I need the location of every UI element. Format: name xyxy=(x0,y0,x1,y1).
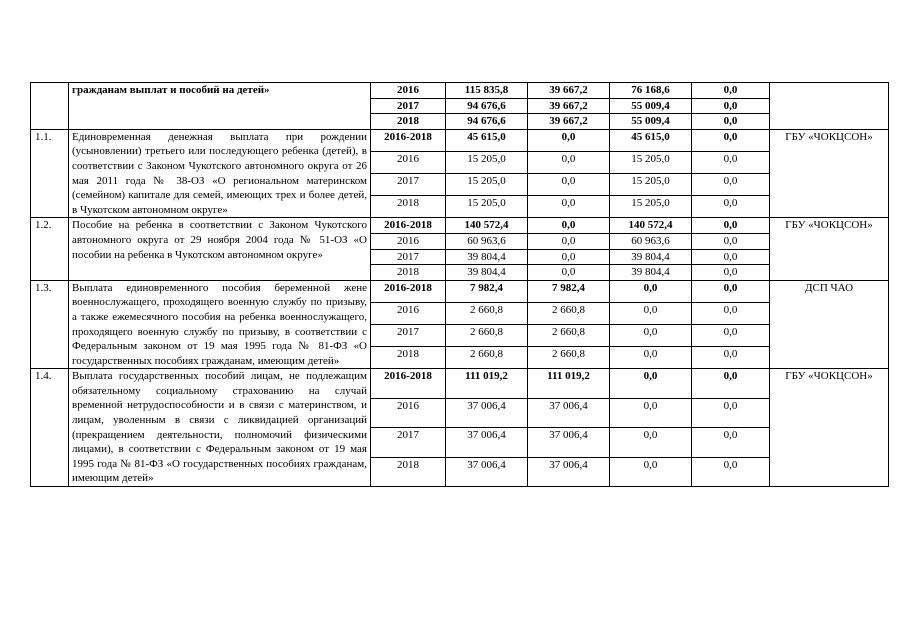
period-cell: 2017 xyxy=(371,174,446,196)
total-cell: 2 660,8 xyxy=(446,347,528,369)
other-cell: 0,0 xyxy=(692,249,770,265)
total-cell: 37 006,4 xyxy=(446,398,528,427)
federal-cell: 7 982,4 xyxy=(528,280,610,302)
district-cell: 39 804,4 xyxy=(610,265,692,281)
total-cell: 140 572,4 xyxy=(446,218,528,234)
total-cell: 94 676,6 xyxy=(446,114,528,130)
federal-cell: 39 667,2 xyxy=(528,114,610,130)
period-cell: 2016 xyxy=(371,233,446,249)
federal-cell: 0,0 xyxy=(528,218,610,234)
federal-cell: 37 006,4 xyxy=(528,457,610,486)
executor-cell: ГБУ «ЧОКЦСОН» xyxy=(770,129,889,218)
executor-cell: ДСП ЧАО xyxy=(770,280,889,369)
item-number xyxy=(31,83,69,130)
item-description: гражданам выплат и пособий на детей» xyxy=(69,83,371,130)
federal-cell: 37 006,4 xyxy=(528,398,610,427)
other-cell: 0,0 xyxy=(692,233,770,249)
federal-cell: 0,0 xyxy=(528,174,610,196)
period-cell: 2018 xyxy=(371,196,446,218)
other-cell: 0,0 xyxy=(692,196,770,218)
period-cell: 2018 xyxy=(371,114,446,130)
total-cell: 15 205,0 xyxy=(446,151,528,173)
district-cell: 0,0 xyxy=(610,280,692,302)
period-cell: 2016 xyxy=(371,398,446,427)
other-cell: 0,0 xyxy=(692,302,770,324)
period-cell: 2016 xyxy=(371,151,446,173)
period-cell: 2016 xyxy=(371,83,446,99)
district-cell: 45 615,0 xyxy=(610,129,692,151)
period-cell: 2016-2018 xyxy=(371,218,446,234)
other-cell: 0,0 xyxy=(692,218,770,234)
total-cell: 45 615,0 xyxy=(446,129,528,151)
other-cell: 0,0 xyxy=(692,347,770,369)
total-cell: 115 835,8 xyxy=(446,83,528,99)
other-cell: 0,0 xyxy=(692,428,770,457)
total-cell: 7 982,4 xyxy=(446,280,528,302)
total-cell: 37 006,4 xyxy=(446,457,528,486)
other-cell: 0,0 xyxy=(692,151,770,173)
table-row xyxy=(31,280,889,302)
item-number: 1.2. xyxy=(31,218,69,280)
total-cell: 39 804,4 xyxy=(446,265,528,281)
item-number: 1.3. xyxy=(31,280,69,369)
district-cell: 15 205,0 xyxy=(610,196,692,218)
other-cell: 0,0 xyxy=(692,83,770,99)
table-row xyxy=(31,218,889,234)
period-cell: 2017 xyxy=(371,98,446,114)
district-cell: 76 168,6 xyxy=(610,83,692,99)
executor-cell xyxy=(770,83,889,130)
federal-cell: 39 667,2 xyxy=(528,98,610,114)
federal-cell: 2 660,8 xyxy=(528,302,610,324)
period-cell: 2016-2018 xyxy=(371,129,446,151)
total-cell: 2 660,8 xyxy=(446,302,528,324)
total-cell: 39 804,4 xyxy=(446,249,528,265)
district-cell: 55 009,4 xyxy=(610,114,692,130)
district-cell: 0,0 xyxy=(610,302,692,324)
federal-cell: 0,0 xyxy=(528,196,610,218)
other-cell: 0,0 xyxy=(692,98,770,114)
other-cell: 0,0 xyxy=(692,265,770,281)
table-body xyxy=(31,83,889,487)
total-cell: 37 006,4 xyxy=(446,428,528,457)
other-cell: 0,0 xyxy=(692,398,770,427)
item-description: Пособие на ребенка в соответствии с Законом Чукотского автономного округа от 29 ноября 2004 года № 51-ОЗ «О пособии на ребенка в Чукотском автономном округе» xyxy=(69,218,371,280)
total-cell: 60 963,6 xyxy=(446,233,528,249)
federal-cell: 111 019,2 xyxy=(528,369,610,398)
district-cell: 60 963,6 xyxy=(610,233,692,249)
federal-cell: 2 660,8 xyxy=(528,325,610,347)
federal-cell: 0,0 xyxy=(528,265,610,281)
period-cell: 2018 xyxy=(371,457,446,486)
total-cell: 2 660,8 xyxy=(446,325,528,347)
period-cell: 2018 xyxy=(371,265,446,281)
district-cell: 0,0 xyxy=(610,428,692,457)
federal-cell: 0,0 xyxy=(528,151,610,173)
district-cell: 15 205,0 xyxy=(610,174,692,196)
district-cell: 0,0 xyxy=(610,325,692,347)
federal-cell: 0,0 xyxy=(528,233,610,249)
period-cell: 2017 xyxy=(371,325,446,347)
item-number: 1.4. xyxy=(31,369,69,487)
period-cell: 2016-2018 xyxy=(371,280,446,302)
item-description: Единовременная денежная выплата при рождении (усыновлении) третьего или последующего ребенка (детей), в соответствии с Законом Чукотского автономного округа от 26 мая 2011 года № 38-ОЗ «О региональном материнском (семейном) капитале для семей, имеющих трех и более детей, в Чукотском автономном округе» xyxy=(69,129,371,218)
district-cell: 140 572,4 xyxy=(610,218,692,234)
other-cell: 0,0 xyxy=(692,325,770,347)
total-cell: 94 676,6 xyxy=(446,98,528,114)
district-cell: 0,0 xyxy=(610,457,692,486)
period-cell: 2017 xyxy=(371,428,446,457)
period-cell: 2016 xyxy=(371,302,446,324)
item-description: Выплата единовременного пособия беременной жене военнослужащего, проходящего военную службу по призыву, а также ежемесячного пособия на ребенка военнослужащего, проходящего военную службу по призыву, в соответствии с Федеральным законом от 19 мая 1995 года № 81-ФЗ «О государственных пособиях гражданам, имеющим детей» xyxy=(69,280,371,369)
district-cell: 39 804,4 xyxy=(610,249,692,265)
budget-table xyxy=(30,82,889,487)
item-description: Выплата государственных пособий лицам, не подлежащим обязательному социальному страхованию на случай временной нетрудоспособности и в связи с материнством, и лицам, уволенным в связи с ликвидацией организаций (прекращением деятельности, полномочий физическими лицами), в соответствии с Федеральным законом от 19 мая 1995 года № 81-ФЗ «О государственных пособиях гражданам, имеющим детей» xyxy=(69,369,371,487)
period-cell: 2016-2018 xyxy=(371,369,446,398)
table-row xyxy=(31,129,889,151)
district-cell: 0,0 xyxy=(610,398,692,427)
other-cell: 0,0 xyxy=(692,129,770,151)
other-cell: 0,0 xyxy=(692,280,770,302)
federal-cell: 0,0 xyxy=(528,249,610,265)
table-row xyxy=(31,83,889,99)
other-cell: 0,0 xyxy=(692,174,770,196)
executor-cell: ГБУ «ЧОКЦСОН» xyxy=(770,218,889,280)
other-cell: 0,0 xyxy=(692,457,770,486)
other-cell: 0,0 xyxy=(692,114,770,130)
federal-cell: 2 660,8 xyxy=(528,347,610,369)
district-cell: 15 205,0 xyxy=(610,151,692,173)
total-cell: 15 205,0 xyxy=(446,174,528,196)
district-cell: 55 009,4 xyxy=(610,98,692,114)
total-cell: 15 205,0 xyxy=(446,196,528,218)
federal-cell: 39 667,2 xyxy=(528,83,610,99)
executor-cell: ГБУ «ЧОКЦСОН» xyxy=(770,369,889,487)
item-number: 1.1. xyxy=(31,129,69,218)
federal-cell: 37 006,4 xyxy=(528,428,610,457)
district-cell: 0,0 xyxy=(610,347,692,369)
period-cell: 2017 xyxy=(371,249,446,265)
federal-cell: 0,0 xyxy=(528,129,610,151)
total-cell: 111 019,2 xyxy=(446,369,528,398)
table-row xyxy=(31,369,889,398)
other-cell: 0,0 xyxy=(692,369,770,398)
period-cell: 2018 xyxy=(371,347,446,369)
district-cell: 0,0 xyxy=(610,369,692,398)
